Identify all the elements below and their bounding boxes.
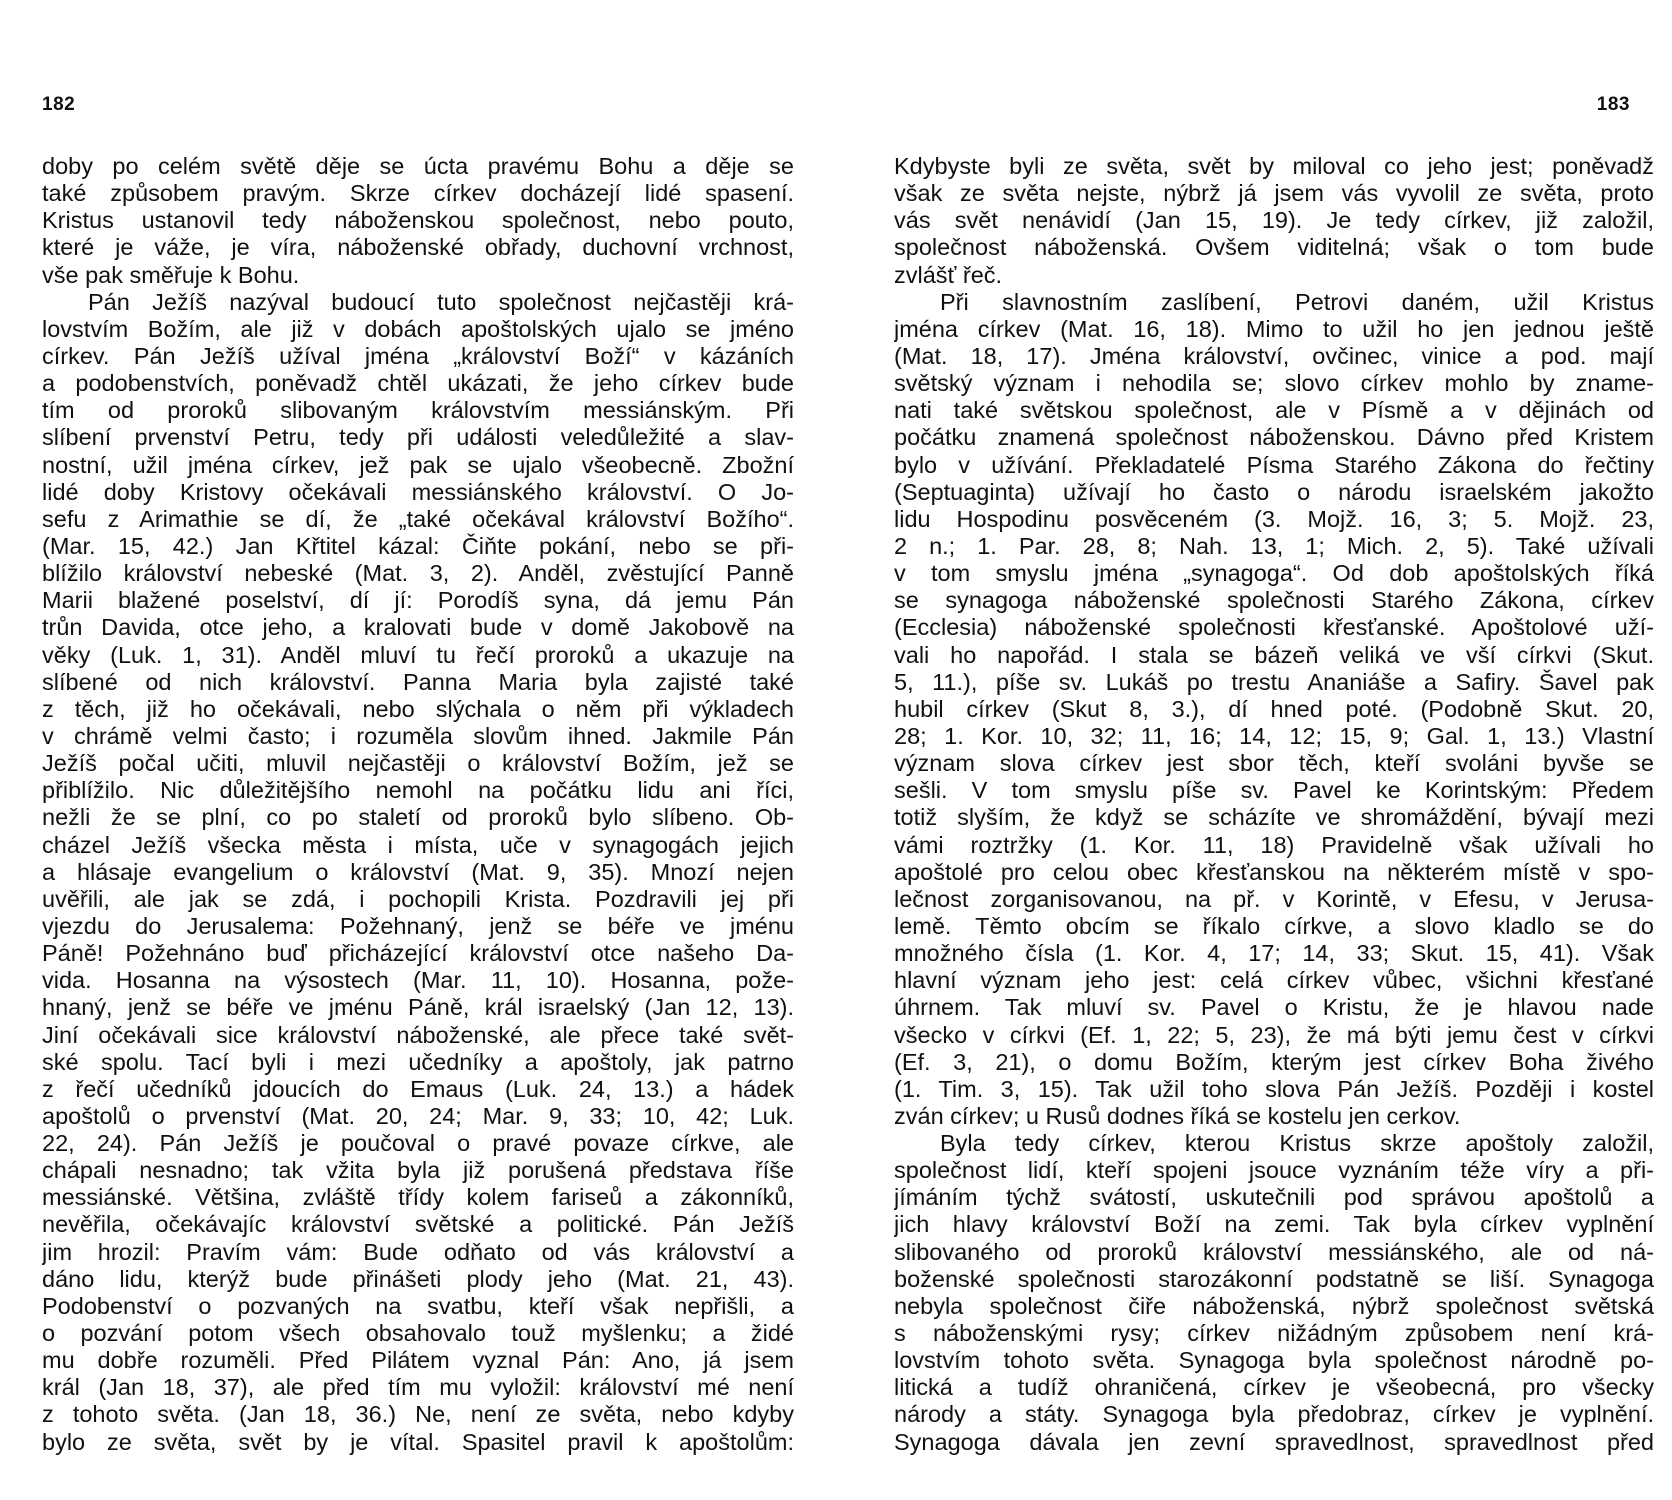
text-line: Kdybyste byli ze světa, svět by miloval co jeho jest; poněvadž bbox=[894, 153, 1654, 179]
text-line: cházel Ježíš všecka města i místa, uče v synagogách jejich bbox=[42, 831, 794, 858]
page-text bbox=[42, 153, 794, 1456]
text-line: z řečí učedníků jdoucích do Emaus (Luk. 24, 13.) a hádek bbox=[42, 1075, 794, 1102]
text-line: zván církev; u Rusů dodnes říká se kostelu jen cerkov. bbox=[894, 1102, 1461, 1129]
text-line: z tohoto světa. (Jan 18, 36.) Ne, není ze světa, nebo kdyby bbox=[42, 1401, 794, 1428]
text-line: Pán Ježíš nazýval budoucí tuto společnost nejčastěji krá- bbox=[88, 288, 794, 315]
text-line: všecko v církvi (Ef. 1, 22; 5, 23), že má býti jemu čest v církvi bbox=[894, 1021, 1654, 1048]
text-line: vše pak směřuje k Bohu. bbox=[42, 261, 300, 288]
text-line: církev. Pán Ježíš užíval jména „království Boží“ v kázáních bbox=[42, 342, 794, 369]
text-line: počátku znamená společnost náboženskou. Dávno před Kristem bbox=[894, 424, 1654, 451]
text-line: tím od proroků slibovaným královstvím messiánským. Při bbox=[42, 397, 794, 424]
text-line: lovstvím Božím, ale již v dobách apoštolských ujalo se jméno bbox=[42, 315, 794, 342]
text-line: lečnost zorganisovanou, na př. v Korintě, v Efesu, v Jerusa- bbox=[894, 885, 1654, 912]
text-line: lemě. Těmto obcím se říkalo církve, a slovo kladlo se do bbox=[894, 912, 1654, 939]
text-line: apoštolů o prvenství (Mat. 20, 24; Mar. 9, 33; 10, 42; Luk. bbox=[42, 1102, 794, 1129]
text-line: 28; 1. Kor. 10, 32; 11, 16; 14, 12; 15, 9; Gal. 1, 13.) Vlastní bbox=[894, 722, 1654, 749]
text-line: Jiní očekávali sice království náboženské, ale přece také svět- bbox=[42, 1021, 794, 1048]
text-line: společnost náboženská. Ovšem viditelná; však o tom bude bbox=[894, 234, 1654, 261]
text-line: věky (Luk. 1, 31). Anděl mluví tu řečí proroků a ukazuje na bbox=[42, 641, 794, 668]
text-line: nostní, užil jména církev, jež pak se ujalo všeobecně. Zbožní bbox=[42, 451, 794, 478]
text-line: hubil církev (Skut 8, 3.), dí hned poté. (Podobně Skut. 20, bbox=[894, 695, 1654, 722]
text-line: mu dobře rozuměli. Před Pilátem vyznal Pán: Ano, já jsem bbox=[42, 1347, 794, 1374]
text-line: nevěřila, očekávajíc království světské a politické. Pán Ježíš bbox=[42, 1211, 794, 1238]
text-line: Páně! Požehnáno buď přicházející království otce našeho Da- bbox=[42, 940, 794, 967]
text-line: jich hlavy království Boží na zemi. Tak byla církev vyplnění bbox=[894, 1211, 1654, 1238]
text-line: se synagoga náboženské společnosti Starého Zákona, církev bbox=[894, 587, 1654, 614]
text-line: slibovaného od proroků království messiánského, ale od ná- bbox=[894, 1238, 1654, 1265]
text-line: sefu z Arimathie se dí, že „také očekával království Božího“. bbox=[42, 505, 794, 532]
text-line: messiánské. Většina, zvláště třídy kolem fariseů a zákonníků, bbox=[42, 1184, 794, 1211]
text-line: lidu Hospodinu posvěceném (3. Mojž. 16, 3; 5. Mojž. 23, bbox=[894, 505, 1654, 532]
text-line: (Mat. 18, 17). Jména království, ovčinec, vinice a pod. mají bbox=[894, 342, 1654, 369]
text-line: slíbení prvenství Petru, tedy při události veledůležité a slav- bbox=[42, 424, 794, 451]
text-line: Marii blažené poselství, dí jí: Porodíš syna, dá jemu Pán bbox=[42, 587, 794, 614]
text-line: litická a tudíž ohraničená, církev je všeobecná, pro všecky bbox=[894, 1374, 1654, 1401]
text-line: (Septuaginta) užívají ho často o národu israelském jakožto bbox=[894, 478, 1654, 505]
text-line: nežli že se plní, co po staletí od proroků bylo slíbeno. Ob- bbox=[42, 804, 794, 831]
text-line: vámi roztržky (1. Kor. 11, 18) Pravidelně však užívali ho bbox=[894, 831, 1654, 858]
text-line: v tom smyslu jména „synagoga“. Od dob apoštolských říká bbox=[894, 560, 1654, 587]
text-line: jímáním týchž svátostí, uskutečnili pod správou apoštolů a bbox=[894, 1184, 1654, 1211]
text-line: množného čísla (1. Kor. 4, 17; 14, 33; Skut. 15, 41). Však bbox=[894, 940, 1654, 967]
text-line: národy a státy. Synagoga byla předobraz, církev je vyplnění. bbox=[894, 1401, 1654, 1428]
text-line: (Ecclesia) náboženské společnosti křesťanské. Apoštolové uží- bbox=[894, 614, 1654, 641]
text-line: ské spolu. Tací byli i mezi učedníky a apoštoly, jak patrno bbox=[42, 1048, 794, 1075]
text-line: společnost lidí, kteří spojeni jsouce vyznáním téže víry a při- bbox=[894, 1157, 1654, 1184]
text-line: Kristus ustanovil tedy náboženskou společnost, nebo pouto, bbox=[42, 207, 794, 234]
text-line: v chrámě velmi často; i rozuměla slovům ihned. Jakmile Pán bbox=[42, 722, 794, 749]
text-line: o pozvání potom všech obsahovalo touž myšlenku; a židé bbox=[42, 1320, 794, 1347]
text-line: král (Jan 18, 37), ale před tím mu vyložil: království mé není bbox=[42, 1374, 794, 1401]
text-line: chápali nesnadno; tak vžita byla již porušená představa říše bbox=[42, 1157, 794, 1184]
text-line: bylo ze světa, svět by je vítal. Spasitel pravil k apoštolům: bbox=[42, 1428, 794, 1455]
page-number: 182 bbox=[42, 94, 76, 115]
text-line: uvěřili, ale jak se zdá, i pochopili Krista. Pozdravili jej při bbox=[42, 885, 794, 912]
text-line: a podobenstvích, poněvadž chtěl ukázati, že jeho církev bude bbox=[42, 370, 794, 397]
text-line: z těch, již ho očekávali, nebo slýchala o něm při výkladech bbox=[42, 695, 794, 722]
text-line: blížilo království nebeské (Mat. 3, 2). Anděl, zvěstující Panně bbox=[42, 560, 794, 587]
text-line: také způsobem pravým. Skrze církev docházejí lidé spasení. bbox=[42, 180, 794, 207]
text-line: slíbené od nich království. Panna Maria byla zajisté také bbox=[42, 668, 794, 695]
text-line: jména církev (Mat. 16, 18). Mimo to užil ho jen jednou ještě bbox=[894, 315, 1654, 342]
text-line: Synagoga dávala jen zevní spravedlnost, spravedlnost před bbox=[894, 1428, 1654, 1455]
text-line: Ježíš počal učiti, mluvil nejčastěji o království Božím, jež se bbox=[42, 750, 794, 777]
text-line: vali ho napořád. I stala se bázeň veliká ve vší církvi (Skut. bbox=[894, 641, 1654, 668]
text-line: jim hrozil: Pravím vám: Bude odňato od vás království a bbox=[42, 1238, 794, 1265]
text-line: vida. Hosanna na výsostech (Mar. 11, 10). Hosanna, požе- bbox=[42, 967, 794, 994]
text-line: bylo v užívání. Překladatelé Písma Starého Zákona do řečtiny bbox=[894, 451, 1654, 478]
text-line: zvlášť řeč. bbox=[894, 261, 1003, 288]
text-line: (Ef. 3, 21), o domu Božím, kterým jest církev Boha živého bbox=[894, 1048, 1654, 1075]
text-line: vjezdu do Jerusalema: Požehnaný, jenž se béře ve jménu bbox=[42, 912, 794, 939]
text-line: 22, 24). Pán Ježíš je poučoval o pravé povaze církve, ale bbox=[42, 1130, 794, 1157]
text-line: boženské společnosti starozákonní podstatně se liší. Synagoga bbox=[894, 1265, 1654, 1292]
text-line: 2 n.; 1. Par. 28, 8; Nah. 13, 1; Mich. 2, 5). Také užívali bbox=[894, 532, 1654, 559]
text-line: Při slavnostním zaslíbení, Petrovi daném, užil Kristus bbox=[940, 288, 1654, 315]
text-line: lidé doby Kristovy očekávali messiánského království. O Jo- bbox=[42, 478, 794, 505]
text-line: význam slova církev jest sbor těch, kteří svoláni byvše se bbox=[894, 750, 1654, 777]
text-line: nebyla společnost čiře náboženská, nýbrž společnost světská bbox=[894, 1292, 1654, 1319]
text-line: nati také světskou společnost, ale v Písmě a v dějinách od bbox=[894, 397, 1654, 424]
text-line: doby po celém světě děje se úcta pravému Bohu a děje se bbox=[42, 153, 794, 179]
text-line: však ze světa nejste, nýbrž já jsem vás vyvolil ze světa, proto bbox=[894, 180, 1654, 207]
text-line: (1. Tim. 3, 15). Tak užil toho slova Pán Ježíš. Později i kostel bbox=[894, 1075, 1654, 1102]
page-number: 183 bbox=[1596, 94, 1630, 115]
text-line: hnaný, jenž se béře ve jménu Páně, král israelský (Jan 12, 13). bbox=[42, 994, 794, 1021]
text-line: vás svět nenávidí (Jan 15, 19). Je tedy církev, již založil, bbox=[894, 207, 1654, 234]
text-line: dáno lidu, kterýž bude přinášeti plody jeho (Mat. 21, 43). bbox=[42, 1265, 794, 1292]
text-line: hlavní význam jeho jest: celá církev vůbec, všichni křesťané bbox=[894, 967, 1654, 994]
text-line: Byla tedy církev, kterou Kristus skrze apoštoly založil, bbox=[940, 1130, 1654, 1157]
text-line: které je váže, je víra, náboženské obřady, duchovní vrchnost, bbox=[42, 234, 794, 261]
page-text bbox=[894, 153, 1654, 1456]
text-line: přiblížilo. Nic důležitějšího nemohl na počátku lidu ani říci, bbox=[42, 777, 794, 804]
text-line: lovstvím tohoto světa. Synagoga byla společnost národně po- bbox=[894, 1347, 1654, 1374]
text-line: s náboženskými rysy; církev nižádným způsobem není krá- bbox=[894, 1320, 1654, 1347]
text-line: sešli. V tom smyslu píše sv. Pavel ke Korintským: Předem bbox=[894, 777, 1654, 804]
text-line: Podobenství o pozvaných na svatbu, kteří však nepřišli, a bbox=[42, 1292, 794, 1319]
text-line: úhrnem. Tak mluví sv. Pavel o Kristu, že je hlavou nade bbox=[894, 994, 1654, 1021]
text-line: apoštolé pro celou obec křesťanskou na některém místě v spo- bbox=[894, 858, 1654, 885]
text-line: světský význam i nehodila se; slovo církev mohlo by zname- bbox=[894, 370, 1654, 397]
text-line: a hlásaje evangelium o království (Mat. 9, 35). Mnozí nejen bbox=[42, 858, 794, 885]
text-line: totiž slyším, že když se scházíte ve shromáždění, bývají mezi bbox=[894, 804, 1654, 831]
text-line: trůn Davida, otce jeho, a kralovati bude v domě Jakobově na bbox=[42, 614, 794, 641]
text-line: 5, 11.), píše sv. Lukáš po trestu Ananiáše a Safiry. Šavel pak bbox=[894, 668, 1654, 695]
right-page bbox=[836, 0, 1672, 1500]
text-line: (Mar. 15, 42.) Jan Křtitel kázal: Čiňte pokání, nebo se při- bbox=[42, 532, 794, 559]
